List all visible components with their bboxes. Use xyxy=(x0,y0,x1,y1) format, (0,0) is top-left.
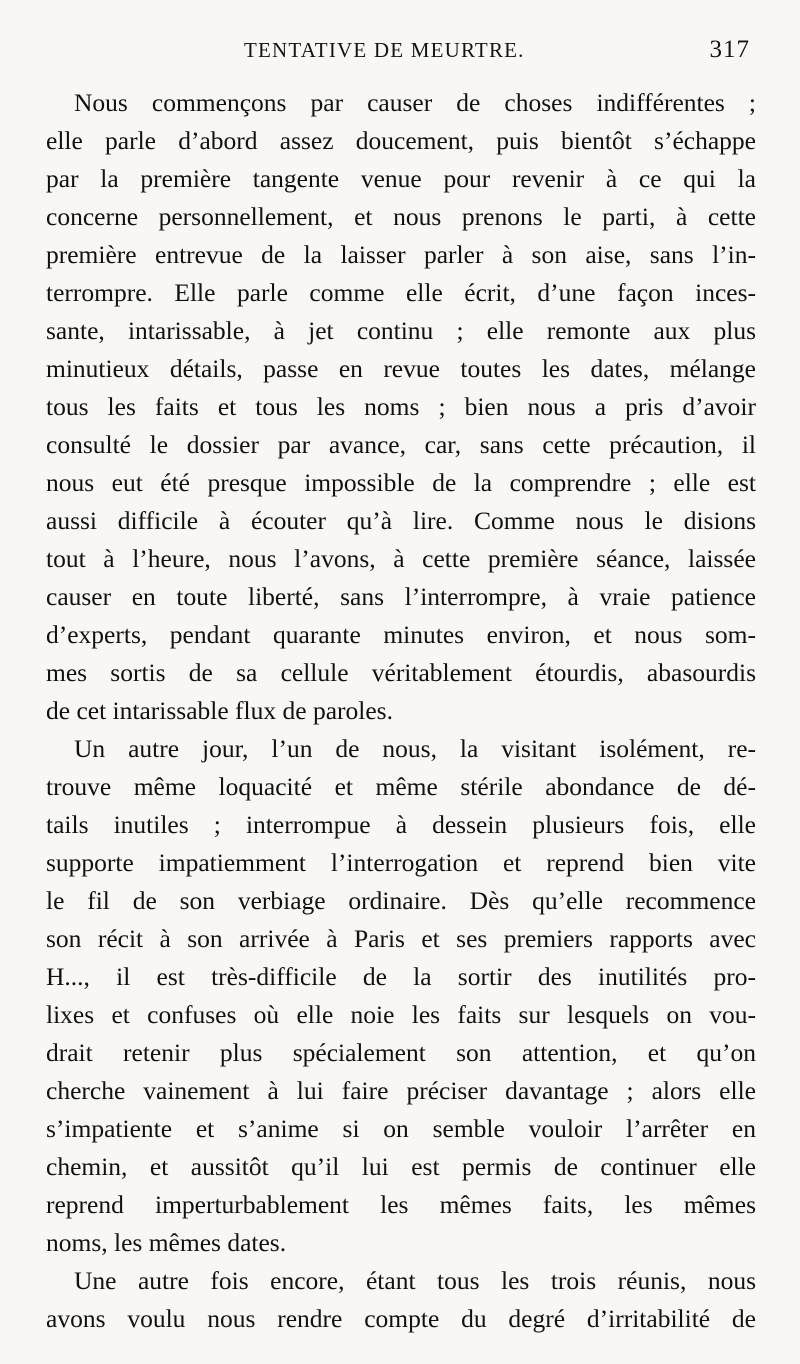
text-line: H..., il est très-difficile de la sortir des inutilités pro- xyxy=(46,962,756,991)
text-line: minutieux détails, passe en revue toutes les dates, mélange xyxy=(46,354,756,383)
text-line: d’experts, pendant quarante minutes environ, et nous som- xyxy=(46,620,756,649)
text-line: tous les faits et tous les noms ; bien nous a pris d’avoir xyxy=(46,392,756,421)
running-header xyxy=(48,38,750,70)
text-line: elle parle d’abord assez doucement, puis bientôt s’échappe xyxy=(46,126,756,155)
text-line: nous eut été presque impossible de la comprendre ; elle est xyxy=(46,468,756,497)
text-line: chemin, et aussitôt qu’il lui est permis de continuer elle xyxy=(46,1152,756,1181)
text-line: Nous commençons par causer de choses indifférentes ; xyxy=(74,88,756,117)
text-line: tails inutiles ; interrompue à dessein plusieurs fois, elle xyxy=(46,810,756,839)
text-line: consulté le dossier par avance, car, sans cette précaution, il xyxy=(46,430,756,459)
text-line: première entrevue de la laisser parler à son aise, sans l’in- xyxy=(46,240,756,269)
text-line: sante, intarissable, à jet continu ; elle remonte aux plus xyxy=(46,316,756,345)
text-line: causer en toute liberté, sans l’interrompre, à vraie patience xyxy=(46,582,756,611)
text-line: lixes et confuses où elle noie les faits sur lesquels on vou- xyxy=(46,1000,756,1029)
text-line: drait retenir plus spécialement son attention, et qu’on xyxy=(46,1038,756,1067)
text-line: cherche vainement à lui faire préciser davantage ; alors elle xyxy=(46,1076,756,1105)
text-line: le fil de son verbiage ordinaire. Dès qu’elle recommence xyxy=(46,886,756,915)
text-line: supporte impatiemment l’interrogation et reprend bien vite xyxy=(46,848,756,877)
text-line: terrompre. Elle parle comme elle écrit, d’une façon inces- xyxy=(46,278,756,307)
text-line: reprend imperturbablement les mêmes faits, les mêmes xyxy=(46,1190,756,1219)
text-line: noms, les mêmes dates. xyxy=(46,1228,287,1257)
text-line: trouve même loquacité et même stérile abondance de dé- xyxy=(46,772,756,801)
text-line: tout à l’heure, nous l’avons, à cette première séance, laissée xyxy=(46,544,756,573)
text-line: avons voulu nous rendre compte du degré d’irritabilité de xyxy=(46,1304,756,1333)
text-line: concerne personnellement, et nous prenons le parti, à cette xyxy=(46,202,756,231)
text-line: s’impatiente et s’anime si on semble vouloir l’arrêter en xyxy=(46,1114,756,1143)
text-line: de cet intarissable flux de paroles. xyxy=(46,696,393,725)
text-line: Un autre jour, l’un de nous, la visitant isolément, re- xyxy=(74,734,756,763)
text-line: par la première tangente venue pour revenir à ce qui la xyxy=(46,164,756,193)
page-number: 317 xyxy=(709,36,750,63)
text-line: mes sortis de sa cellule véritablement étourdis, abasourdis xyxy=(46,658,756,687)
text-line: Une autre fois encore, étant tous les trois réunis, nous xyxy=(74,1266,756,1295)
running-title: TENTATIVE DE MEURTRE. xyxy=(244,38,525,62)
text-line: son récit à son arrivée à Paris et ses premiers rapports avec xyxy=(46,924,756,953)
text-line: aussi difficile à écouter qu’à lire. Comme nous le disions xyxy=(46,506,756,535)
